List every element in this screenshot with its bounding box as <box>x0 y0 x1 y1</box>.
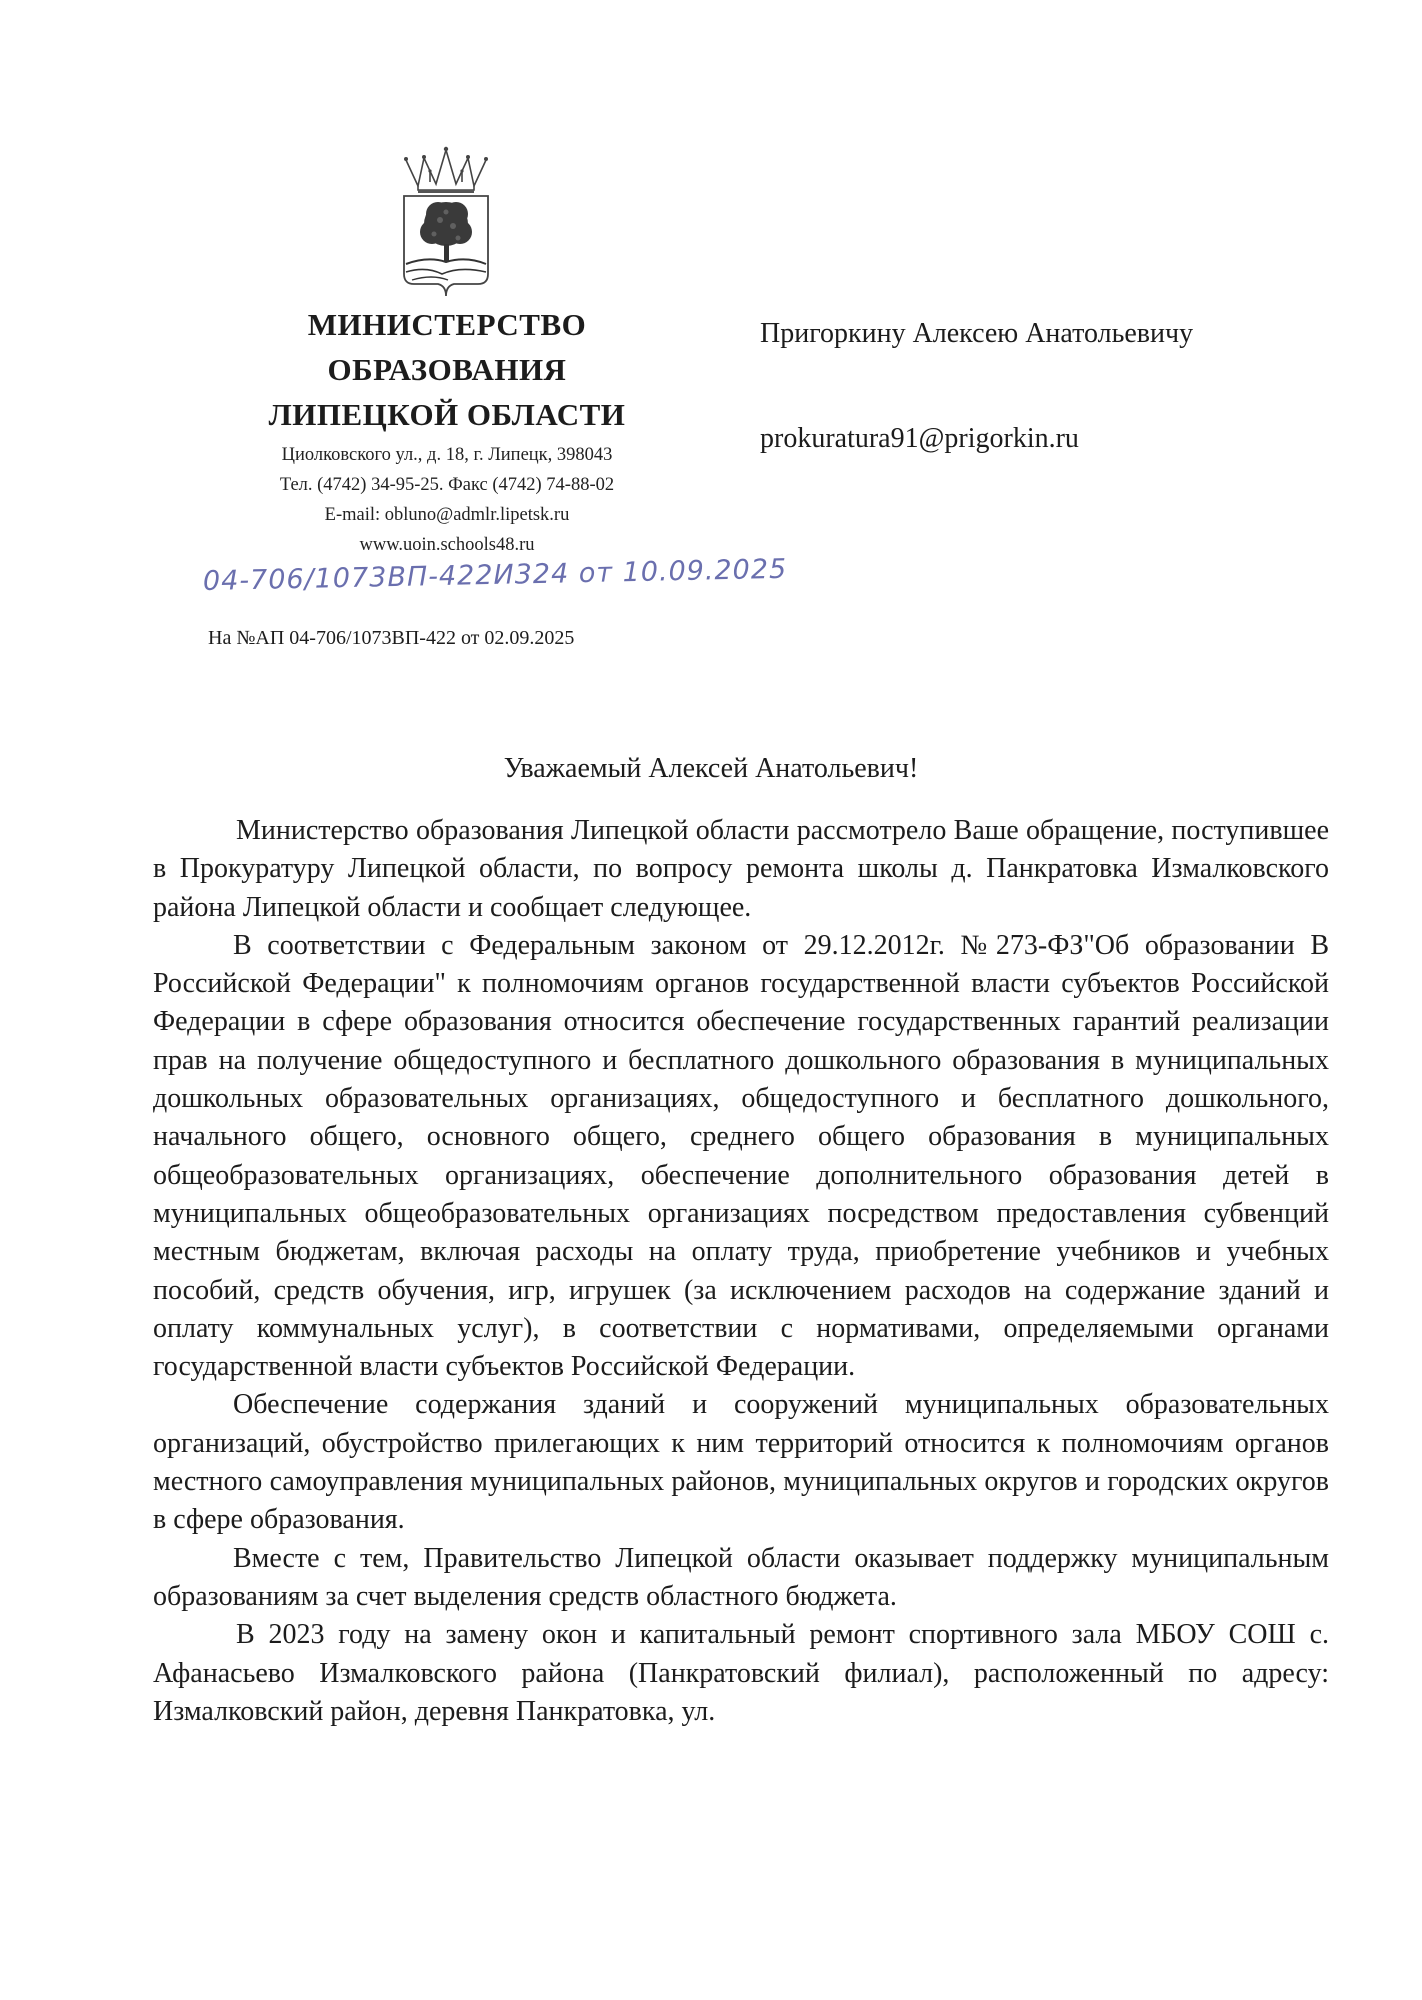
org-line: ОБРАЗОВАНИЯ <box>327 352 567 387</box>
in-reply-to-reference: На №АП 04-706/1073ВП-422 от 02.09.2025 <box>208 627 575 649</box>
org-line: МИНИСТЕРСТВО <box>307 307 587 342</box>
letter-body <box>153 812 1329 1731</box>
organization-name <box>222 302 672 437</box>
phone-fax: Тел. (4742) 34-95-25. Факс (4742) 74-88-02 <box>279 475 615 495</box>
organization-website: www.uoin.schools48.ru <box>359 535 535 555</box>
body-paragraph: Вместе с тем, Правительство Липецкой области оказывает поддержку муниципальным образованиям за счет выделения средств областного бюджета. <box>153 1542 1329 1612</box>
recipient-name: Пригоркину Алексею Анатольевичу <box>760 318 1194 349</box>
postal-address: Циолковского ул., д. 18, г. Липецк, 398043 <box>281 445 613 465</box>
org-line: ЛИПЕЦКОЙ ОБЛАСТИ <box>268 397 626 432</box>
body-paragraph: Обеспечение содержания зданий и сооружений муниципальных образовательных организаций, обустройство прилегающих к ним территорий относится к полномочиям органов местного самоуправления муниципальных районов, муниципальных округов и городских округов в сфере образования. <box>153 1389 1329 1536</box>
organization-email: E-mail: obluno@admlr.lipetsk.ru <box>324 505 570 525</box>
handwritten-registration-number: 04-706/1073ВП-422И324 от 10.09.2025 <box>202 553 788 597</box>
body-paragraph: В 2023 году на замену окон и капитальный ремонт спортивного зала МБОУ СОШ с. Афанасьево Измалковского района (Панкратовский филиал), расположенный по адресу: Измалковский район, деревня Панкратовка, ул. <box>153 1619 1329 1727</box>
recipient-email: prokuratura91@prigorkin.ru <box>760 423 1079 454</box>
body-paragraph: В соответствии с Федеральным законом от 29.12.2012г. №273-ФЗ"Об образовании В Российской Федерации" к полномочиям органов государственной власти субъектов Российской Федерации в сфере образования относится обеспечение государственных гарантий реализации прав на получение общедоступного и бесплатного дошкольного образования в муниципальных дошкольных образовательных организациях, общедоступного и бесплатного дошкольного, начального общего, основного общего, среднего общего образования в муниципальных общеобразовательных организациях, обеспечение дополнительного образования детей в муниципальных общеобразовательных организациях посредством предоставления субвенций местным бюджетам, включая расходы на оплату труда, приобретение учебников и учебных пособий, средств обучения, игр, игрушек (за исключением расходов на содержание зданий и оплату коммунальных услуг), в соответствии с нормативами, определяемыми органами государственной власти субъектов Российской Федерации. <box>153 929 1329 1383</box>
body-paragraph: Министерство образования Липецкой области рассмотрело Ваше обращение, поступившее в Прокуратуру Липецкой области, по вопросу ремонта школы д. Панкратовка Измалковского района Липецкой области и сообщает следующее. <box>153 815 1329 923</box>
coat-of-arms-emblem <box>398 146 494 302</box>
salutation: Уважаемый Алексей Анатольевич! <box>503 753 919 784</box>
coat-of-arms-icon <box>398 146 494 302</box>
organization-contacts <box>222 440 672 560</box>
